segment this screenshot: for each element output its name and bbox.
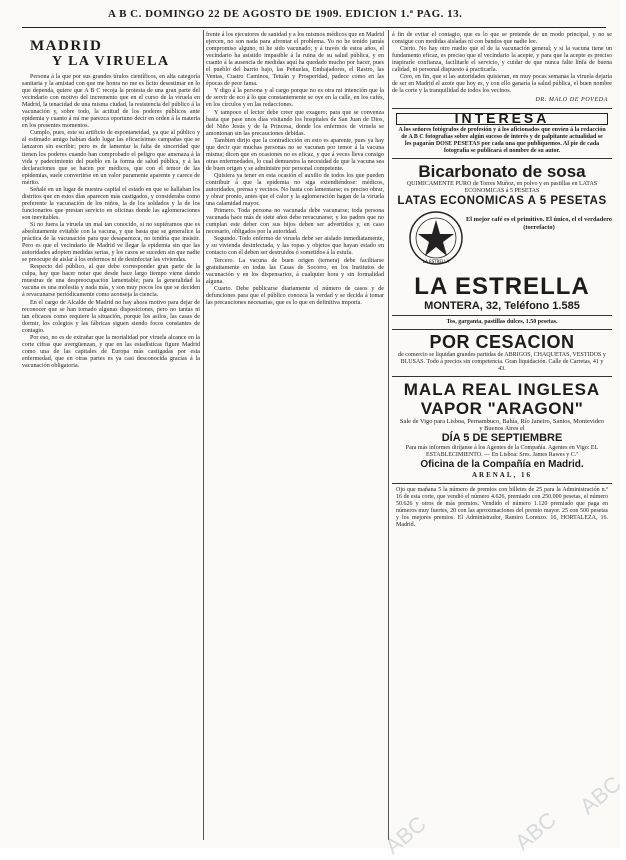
paragraph: Si no fuera la viruela un mal tan conocido, si no supiéramos que es absolutamente evitable con la vacuna, y que basta que se generalice la práctica de la vacunación para que desaparezca, no tendría que insistir. Pero es que el vecindario de Madrid ve llegar la epidemia sin que las autoridades adopten medidas serias, y los casos se suceden sin que nadie se preocupe de aislar á los enfermos ni de desinfectar las viviendas. [22, 221, 200, 264]
paragraph: Tercero. La vacuna de buen origen (ternera) debe facilitarse gratuitamente en todas las Casas de Socorro, en los Institutos de vacunación y en los dispensarios, á cualquier hora y sin formalidad alguna. [206, 257, 384, 285]
article-column-3 [392, 32, 612, 844]
watermark: ABC [575, 770, 626, 820]
ad-cesacion-text: de comercio se liquidan grandes partidas de ABRIGOS, CHAQUETAS, VESTIDOS y BLUSAS. Todo á precios sin competencia. Gran liquidación. Calle de Carretas, 41 y 43. [398, 351, 606, 372]
article-column-2 [206, 32, 384, 842]
paragraph: frente á los ejecutores de sanidad y a los mismos médicos que en Madrid ejercen, no son nada para afrontar el problema. Yo no he tenido jamás compromiso alguno, ni he sido vacunado; y á través de estos años, el vecindario ha asistido impasible á la ruina de su salud pública, y en cuanto á la ausencia de medidas aquí ha quedado mucho por hacer, pues el pueblo del barrio bajo, las Peñuelas, Embajadores, el Rastro, las Ventas, Cuatro Caminos, Tetuán y Prosperidad, padece como en las épocas de peor fama. [206, 32, 384, 88]
header-text: A B C. DOMINGO 22 DE AGOSTO DE 1909. EDICION 1.ª PAG. 13. [108, 8, 463, 20]
paragraph: Tambien dirijo que la contradicción en esto es aparente, pues ya hay que decir que muchas personas no se vacunan por temor á la vacuna misma; dicen que en ocasiones no es eficaz, y que á veces lleva consigo otras enfermedades, lo cual demuestra la necesidad de que la vacuna sea de buen origen y se administre por personal competente. [206, 137, 384, 172]
divider [392, 315, 612, 316]
ad-vapor-agents: Para más informes diríjanse á los Agentes de la Compañía. Agentes en Vigo: EL ESTABLECIMIENTO. — En Lisboa: Sres. James Rawes y C.ª [405, 444, 599, 458]
paragraph: Cuarto. Debe publicarse diariamente el número de casos y de defunciones para que el público conozca la verdad y se decida á tomar las precauciones necesarias, que es lo que en definitiva importa. [206, 285, 384, 306]
ad-latas: LATAS ECONOMICAS A 5 PESETAS [397, 194, 607, 207]
paragraph: Persona á la que por sus grandes títulos científicos, en alta categoría sanitaria y la amistad con que me honra no me es lícito desestimar en lo que dependa, quiere que A B C recoja la protesta de una gran parte del vecindario con motivo del incremento que en el curso de la viruela en Madrid, la tenacidad de una misma ciudad, la resistencia del público á la vacunación y, sobre todo, la actitud de los poderes públicos ante epidemia y cuanto á mí me parezca oportuno decir en orden á la materia en los presentes momentos. [22, 74, 200, 130]
ad-arenal: ARENAL, 16 [471, 470, 533, 479]
column-divider [203, 30, 204, 840]
ad-interesa-text: A los señores fotógrafos de profesión y á los aficionados que envíen á la redacción de A B C fotografías sobre algún suceso de interés y de palpitante actualidad se les pagarán DOSE PESETAS por cada una que publiquemos. Al pie de cada fotografía se publicará el nombre de su autor. [398, 126, 606, 154]
article-title-line2: Y LA VIRUELA [52, 54, 170, 69]
paragraph: Por eso, no es de extrañar que la mortalidad por viruela alcance en la corte cifras que avergüenzan, y que en las estadísticas figure Madrid como una de las capitales de Europa más castigadas por esta enfermedad, que en otras partes es ya casi desconocida gracias á la vacunación obligatoria. [22, 334, 200, 369]
divider [392, 483, 612, 484]
paragraph: Señalé en un lugar de nuestra capital el estado en que se hallaban los distritos que en estos días aparecen más castigados, y consideraba como preferente la vacunación de los niños, la de los soldados y la de los funcionarios que prestan servicio en oficinas donde las aglomeraciones son inevitables. [22, 186, 200, 221]
page-header [0, 0, 620, 26]
ad-vapor-title: VAPOR "ARAGON" [420, 398, 584, 418]
paragraph: Segundo. Todo enfermo de viruela debe ser aislado inmediatamente, y su vivienda desinfectada, y las ropas y objetos que hayan estado en contacto con él deben ser destruidos ó sometidos á la estufa. [206, 236, 384, 257]
ad-vapor-text: Sale de Vigo para Lisboa, Pernambuco, Bahía, Río Janeiro, Santos, Montevideo y Buenos Aires el [399, 417, 605, 432]
ad-interesa-title: INTERESA [396, 113, 608, 124]
star-emblem-icon [408, 210, 464, 266]
ad-cesacion-title: POR CESACION [429, 331, 575, 352]
watermark: ABC [510, 806, 561, 856]
ad-mala-title: MALA REAL INGLESA [403, 379, 601, 399]
article-title-line1: MADRID [30, 38, 103, 54]
divider [392, 158, 612, 159]
ad-vapor-date: DÍA 5 DE SEPTIEMBRE [441, 431, 563, 444]
divider [392, 108, 612, 109]
divider [392, 329, 612, 330]
emblem-label: LA ESTRELLA [422, 258, 450, 264]
ad-estrella-address: MONTERA, 32, Teléfono 1.585 [424, 299, 580, 312]
paragraph: Y digo á la persona y al cargo porque no es otra mi intención que la de servir de eco á lo que constantemente se oye en la calle, en los cafés, en los círculos y en las redacciones. [206, 88, 384, 109]
ad-tos: Tos, garganta, pastillas dulces, 1.50 pesetas. [446, 318, 558, 325]
ad-lottery-text: Ojo que mañana 5 la número de premios con billetes de 25 para la Administración n.º 16 de esta corte, que vendió el número 4.626, premiado con 250.000 pesetas, el número 50.626 y otros de más premios. Vendido el número 1.120 premiado que paga en números muy fuertes, 20 con las aproximaciones del premio mayor. 25 con 500 pesetas y los mejores premios. El Administrador, Ramiro Lorenzo. 16, HORTALEZA, 16. Madrid. [396, 486, 608, 528]
ad-oficina: Oficina de la Compañía en Madrid. [420, 458, 584, 470]
column-divider [388, 30, 389, 840]
paragraph: Respecto del público, al que debe corresponder gran parte de la culpa, hay que hacer notar que desde hace largo tiempo viene dando muestras de una despreocupación lamentable; para la generalidad la vacuna es una molestia y nada más, y son muy pocos los que se deciden á revacunarse periódicamente como aconseja la ciencia. [22, 264, 200, 299]
paragraph: Quisiera ya tener en esta ocasión el auxilio de todos los que pueden contribuir á que la epidemia no siga extendiéndose: médicos, autoridades, prensa y vecinos. No basta con lamentarse; es preciso obrar, y obrar pronto, antes que el calor y la aglomeración hagan de la viruela una calamidad mayor. [206, 172, 384, 208]
paragraph: Creo, en fin, que si las autoridades quisieran, en muy pocas semanas la viruela dejaría de ser en Madrid el azote que hoy es, y con ello ganaría la salud pública, el buen nombre de la corte y la tranquilidad de todos los vecinos. [392, 74, 612, 95]
paragraph: Y tampoco el lector debe creer que exagero; para que se convenza basta que pase unos días visitando los hospitales de San Juan de Dios, del Niño Jesús y de la Princesa, donde los enfermos de viruela se amontonan sin las precauciones debidas. [206, 109, 384, 137]
divider [392, 376, 612, 377]
header-rule [22, 27, 606, 28]
watermark: ABC [380, 810, 431, 860]
ad-estrella-title: LA ESTRELLA [414, 272, 590, 300]
article-column-1 [22, 32, 200, 842]
paragraph: En el cargo de Alcalde de Madrid no hay ahora motivo para dejar de reconocer que se han tomado algunas disposiciones, pero no tantas ni tan eficaces como requiere la situación, porque los asilos, las casas de dormir, los colegios y las fábricas siguen siendo focos constantes de contagio. [22, 299, 200, 334]
paragraph: Cumplo, pues, este su artificio de espontaneidad, ya que al público y al estimado amigo habían dado lugar las eficacísimas campañas que se lanzaron sin escribir; pero es de lamentar la falta de sinceridad que tienen los poderes cuando han comprobado el peligro que amenaza á la vida y padecimiento del pueblo en la forma de salud pública, y á las declaraciones que se hacen por médicos, que con el temor de las epidemias, suele convertirse en un valor puramente aparente y carece de mérito. [22, 130, 200, 186]
paragraph: Primero. Toda persona no vacunada debe vacunarse; toda persona vacunada hace más de siete años debe revacunarse; y los padres que no cumplan este deber con sus hijos deben ser advertidos y, en caso necesario, obligados por la autoridad. [206, 208, 384, 236]
ad-estrella-block [392, 208, 612, 274]
paragraph: á fin de evitar el contagio, que es lo que se pretende de un modo principal, y no se consigue con medidas aisladas ni con bandos que nadie lee. [392, 32, 612, 46]
ad-bicarbonato-title: Bicarbonato de sosa [418, 161, 586, 181]
ad-bicarbonato-sub: QUIMICAMENTE PURO de Torres Muñoz, en polvo y en pastillas en LATAS ECONOMICAS á 5 PESETAS [406, 180, 598, 194]
ad-estrella-text: El mejor café es el primitivo. El único, el el verdadero (torrefacto) [466, 215, 613, 231]
paragraph: Cierto. No hay otro medio que el de la vacunación general; y si la vacuna tiene un fundamento eficaz, es preciso que el vecindario la acepte, y para que la acepte es preciso inspirarle confianza, facilitarle el servicio, y cuidar de que nunca falte linfa de buena calidad, ni personal dispuesto á practicarla. [392, 46, 612, 74]
article-signature: DR. MALO DE POVEDA [535, 97, 608, 104]
